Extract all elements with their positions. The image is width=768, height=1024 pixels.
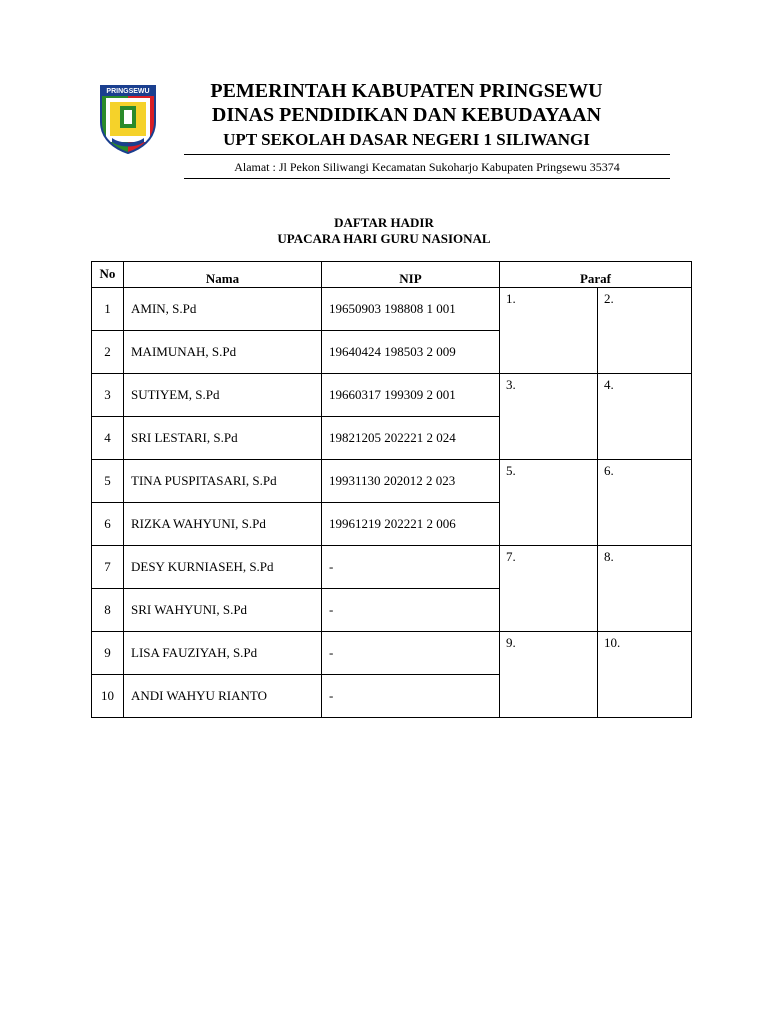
paraf-slot: 9.	[500, 632, 598, 718]
table-row	[92, 546, 692, 589]
row-nama: DESY KURNIASEH, S.Pd	[124, 546, 322, 589]
paraf-slot: 2.	[598, 288, 692, 374]
attendance-table	[91, 261, 692, 718]
paraf-slot: 4.	[598, 374, 692, 460]
document-title: DAFTAR HADIR	[334, 215, 434, 230]
paraf-slot: 5.	[500, 460, 598, 546]
table-row	[92, 460, 692, 503]
table-row	[92, 288, 692, 331]
row-nip: 19650903 198808 1 001	[322, 288, 500, 331]
paraf-slot: 6.	[598, 460, 692, 546]
logo-text: PRINGSEWU	[106, 88, 150, 95]
row-nama: MAIMUNAH, S.Pd	[124, 331, 322, 374]
row-no: 8	[92, 589, 124, 632]
header-rule-bottom	[184, 178, 670, 179]
paraf-slot: 8.	[598, 546, 692, 632]
row-nip: -	[322, 546, 500, 589]
row-no: 2	[92, 331, 124, 374]
row-no: 10	[92, 675, 124, 718]
row-nama: TINA PUSPITASARI, S.Pd	[124, 460, 322, 503]
row-nama: LISA FAUZIYAH, S.Pd	[124, 632, 322, 675]
row-no: 6	[92, 503, 124, 546]
row-nama: SRI WAHYUNI, S.Pd	[124, 589, 322, 632]
header-paraf: Paraf	[500, 262, 692, 288]
row-no: 9	[92, 632, 124, 675]
header-no: No	[92, 262, 124, 288]
header-address: Alamat : Jl Pekon Siliwangi Kecamatan Sukoharjo Kabupaten Pringsewu 35374	[234, 160, 620, 174]
row-no: 4	[92, 417, 124, 460]
row-nama: AMIN, S.Pd	[124, 288, 322, 331]
row-no: 1	[92, 288, 124, 331]
row-nip: 19961219 202221 2 006	[322, 503, 500, 546]
paraf-slot: 7.	[500, 546, 598, 632]
header-department: DINAS PENDIDIKAN DAN KEBUDAYAAN	[211, 104, 602, 126]
row-nip: 19931130 202012 2 023	[322, 460, 500, 503]
paraf-slot: 10.	[598, 632, 692, 718]
row-nip: 19821205 202221 2 024	[322, 417, 500, 460]
table-row	[92, 374, 692, 417]
document-subtitle: UPACARA HARI GURU NASIONAL	[277, 231, 491, 246]
paraf-slot: 3.	[500, 374, 598, 460]
row-nama: ANDI WAHYU RIANTO	[124, 675, 322, 718]
header-rule-top	[184, 154, 670, 155]
row-nip: 19660317 199309 2 001	[322, 374, 500, 417]
header-nama: Nama	[124, 262, 322, 288]
header-nip: NIP	[322, 262, 500, 288]
row-nama: SRI LESTARI, S.Pd	[124, 417, 322, 460]
row-nip: -	[322, 675, 500, 718]
row-nama: RIZKA WAHYUNI, S.Pd	[124, 503, 322, 546]
row-nip: 19640424 198503 2 009	[322, 331, 500, 374]
row-nip: -	[322, 589, 500, 632]
table-row	[92, 632, 692, 675]
row-no: 7	[92, 546, 124, 589]
paraf-slot: 1.	[500, 288, 598, 374]
row-no: 3	[92, 374, 124, 417]
row-no: 5	[92, 460, 124, 503]
header-school: UPT SEKOLAH DASAR NEGERI 1 SILIWANGI	[223, 130, 590, 149]
header-government: PEMERINTAH KABUPATEN PRINGSEWU	[210, 80, 603, 102]
row-nip: -	[322, 632, 500, 675]
row-nama: SUTIYEM, S.Pd	[124, 374, 322, 417]
